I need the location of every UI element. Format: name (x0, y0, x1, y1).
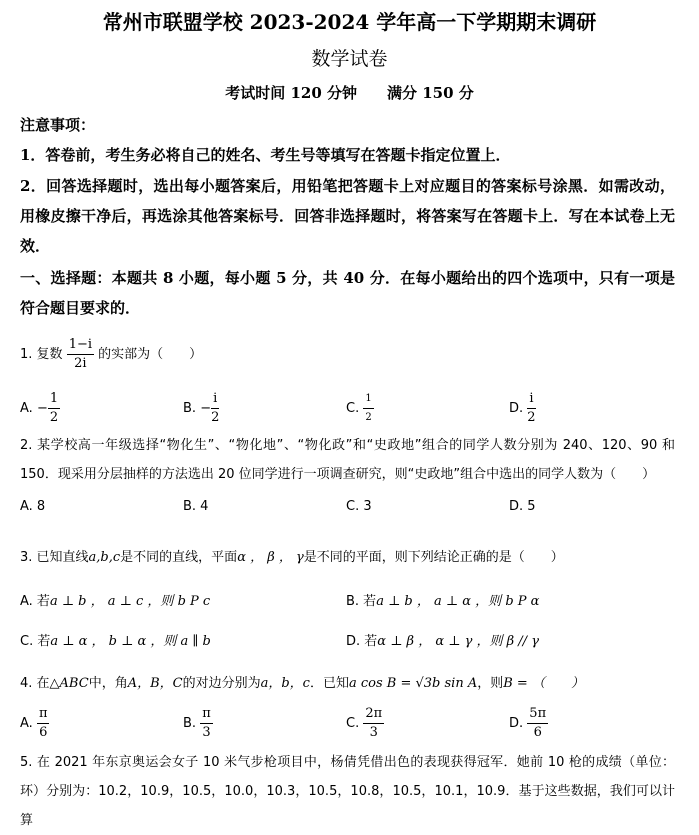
q2-option-b: B. 4 (183, 499, 209, 514)
notes-heading: 注意事项： (20, 116, 96, 134)
paper-title: 常州市联盟学校 2023-2024 学年高一下学期期末调研 (102, 10, 597, 34)
question-3: 3. 已知直线a,b,c是不同的直线，平面α ， β ， γ是不同的平面，则下列结论正确的是（ ） (20, 550, 564, 565)
q4-option-c: C. $\frac{2\pi}{3}$ (346, 706, 383, 740)
q3-option-b: B. 若a ⊥ b ， a ⊥ α ，则 b P α (346, 594, 540, 609)
question-4: 4. 在△ABC中，角A，B，C的对边分别为a，b，c．已知a cos B = √3b sin A，则B = （ ） (20, 676, 584, 691)
q4-option-d: D. $\frac{5\pi}{6}$ (509, 706, 547, 740)
question-5: 5. 在 2021 年东京奥运会女子 10 米气步枪项目中，杨倩凭借出色的表现获得冠军．她前 10 枪的成绩（单位：环）分别为：10.2，10.9，10.5，10.0，10.3，10.5，10.8，10.5，10.1，10.9．基于这些数据，我们可以计算 (20, 755, 675, 828)
q4-option-a: A. $\frac{\pi}{6}$ (20, 706, 48, 740)
note-item-1: 1．答卷前，考生务必将自己的姓名、考生号等填写在答题卡指定位置上． (20, 146, 511, 164)
q1-fraction: $\frac{1-i}{2i}$ (68, 337, 93, 371)
q3-option-a: A. 若a ⊥ b ， a ⊥ c ，则 b P c (20, 594, 211, 609)
q3-option-c: C. 若a ⊥ α ， b ⊥ α ，则 a ∥ b (20, 634, 211, 649)
q2-option-c: C. 3 (346, 499, 372, 514)
q2-option-d: D. 5 (509, 499, 536, 514)
q1-option-a: A. − $\frac{1}{2}$ (20, 391, 59, 425)
q1-prefix: 1. 复数 (20, 347, 63, 362)
exam-info: 考试时间 120 分钟 满分 150 分 (225, 84, 474, 102)
q1-suffix: 的实部为（ ） (98, 347, 203, 362)
paper-subject: 数学试卷 (311, 48, 388, 70)
question-1 (20, 336, 202, 373)
q1-option-c: C. $\frac{1}{2}$ (346, 390, 374, 427)
note-item-2: 2．回答选择题时，选出每小题答案后，用铅笔把答题卡上对应题目的答案标号涂黑．如需改动，用橡皮擦干净后，再选涂其他答案标号．回答非选择题时，将答案写在答题卡上．写在本试卷上无效． (20, 177, 675, 255)
question-2: 2. 某学校高一年级选择“物化生”、“物化地”、“物化政”和“史政地”组合的同学人数分别为 240、120、90 和 150．现采用分层抽样的方法选出 20 位同学进行一项调查研究，则“史政地”组合中选出的同学人数为（ ） (20, 438, 675, 482)
q3-option-d: D. 若α ⊥ β ， α ⊥ γ ，则 β // γ (346, 634, 539, 649)
q2-option-a: A. 8 (20, 499, 46, 514)
q4-option-b: B. $\frac{\pi}{3}$ (183, 706, 211, 740)
q1-option-b: B. − $\frac{i}{2}$ (183, 391, 220, 425)
q1-option-d: D. $\frac{i}{2}$ (509, 391, 536, 425)
section-heading: 一、选择题：本题共 8 小题，每小题 5 分，共 40 分．在每小题给出的四个选项中，只有一项是符合题目要求的． (20, 269, 675, 317)
